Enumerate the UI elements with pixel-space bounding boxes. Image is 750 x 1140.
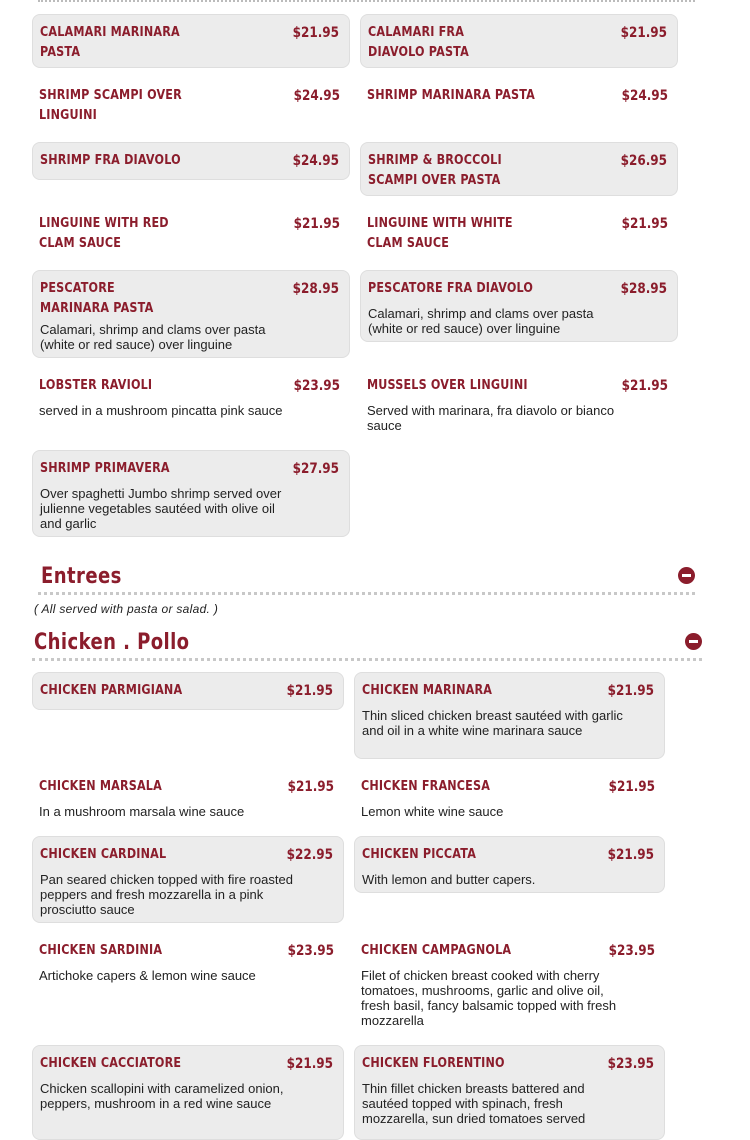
menu-item[interactable] (32, 1045, 344, 1140)
menu-item[interactable] (32, 78, 350, 132)
menu-item-price: $22.95 (286, 847, 333, 863)
menu-item[interactable] (32, 672, 344, 710)
section-divider (38, 592, 695, 595)
menu-item[interactable] (32, 142, 350, 180)
minus-circle-icon[interactable] (678, 567, 695, 584)
menu-item-price: $21.95 (607, 847, 654, 863)
menu-item-description: Thin fillet chicken breasts battered and sautéed topped with spinach, fresh mozzarella, sun dried tomatoes served (362, 1081, 586, 1126)
menu-item-name: LINGUINE WITH WHITE CLAM SAUCE (367, 216, 513, 251)
menu-item-price: $24.95 (292, 153, 339, 169)
menu-item-name: CALAMARI FRA DIAVOLO PASTA (368, 25, 469, 60)
menu-item-description: Chicken scallopini with caramelized onion, peppers, mushroom in a red wine sauce (40, 1081, 284, 1111)
menu-item[interactable] (354, 1045, 665, 1140)
menu-item-description: Lemon white wine sauce (361, 804, 504, 819)
menu-item-name: CHICKEN FLORENTINO (362, 1056, 505, 1071)
menu-item-description: With lemon and butter capers. (362, 872, 536, 887)
menu-item-price: $24.95 (293, 88, 340, 104)
menu-item-price: $27.95 (292, 461, 339, 477)
menu-item-name: CHICKEN CACCIATORE (40, 1056, 182, 1071)
menu-item[interactable] (32, 450, 350, 537)
menu-item[interactable] (32, 769, 344, 826)
menu-item-name: LINGUINE WITH RED CLAM SAUCE (39, 216, 169, 251)
menu-item-description: Pan seared chicken topped with fire roasted peppers and fresh mozzarella in a pink prosciutto sauce (40, 872, 293, 917)
menu-item-price: $23.95 (287, 943, 334, 959)
menu-item-description: served in a mushroom pincatta pink sauce (39, 403, 283, 418)
menu-item-name: CHICKEN FRANCESA (361, 779, 491, 794)
menu-item-price: $23.95 (293, 378, 340, 394)
menu-item[interactable] (360, 14, 678, 68)
menu-item-price: $23.95 (607, 1056, 654, 1072)
menu-item-name: CALAMARI MARINARA PASTA (40, 25, 180, 60)
menu-item-name: SHRIMP SCAMPI OVER LINGUINI (39, 88, 182, 123)
menu-item-name: SHRIMP FRA DIAVOLO (40, 153, 181, 168)
menu-item-name: PESCATORE FRA DIAVOLO (368, 281, 534, 296)
menu-item[interactable] (32, 836, 344, 923)
menu-item-price: $21.95 (608, 779, 655, 795)
menu-item-description: Thin sliced chicken breast sautéed with garlic and oil in a white wine marinara sauce (362, 708, 623, 738)
menu-item[interactable] (32, 933, 344, 993)
menu-item-description: Artichoke capers & lemon wine sauce (39, 968, 256, 983)
menu-item-description: Over spaghetti Jumbo shrimp served over julienne vegetables sautéed with olive oil and garlic (40, 486, 282, 531)
menu-item-price: $24.95 (621, 88, 668, 104)
menu-item-name: CHICKEN SARDINIA (39, 943, 163, 958)
menu-item-price: $28.95 (292, 281, 339, 297)
menu-item-description: In a mushroom marsala wine sauce (39, 804, 245, 819)
menu-item[interactable] (354, 836, 665, 893)
menu-item-description: Filet of chicken breast cooked with cherry tomatoes, mushrooms, garlic and olive oil, fresh basil, fancy balsamic topped with fresh mozzarella (361, 968, 617, 1028)
menu-item-description: Calamari, shrimp and clams over pasta (white or red sauce) over linguine (40, 322, 266, 352)
menu-item[interactable] (354, 672, 665, 759)
menu-item[interactable] (360, 270, 678, 342)
menu-item[interactable] (360, 206, 678, 260)
menu-item-name: CHICKEN MARSALA (39, 779, 162, 794)
menu-item-price: $26.95 (620, 153, 667, 169)
menu-item-description: Served with marinara, fra diavolo or bianco sauce (367, 403, 615, 433)
menu-item-price: $21.95 (620, 25, 667, 41)
menu-item[interactable] (32, 14, 350, 68)
menu-item-price: $21.95 (607, 683, 654, 699)
menu-item-price: $21.95 (621, 378, 668, 394)
menu-item-name: MUSSELS OVER LINGUINI (367, 378, 528, 393)
section-title-entrees: Entrees (41, 564, 122, 589)
menu-item-name: CHICKEN CAMPAGNOLA (361, 943, 512, 958)
menu-item-price: $21.95 (293, 216, 340, 232)
menu-item[interactable] (354, 769, 665, 826)
menu-item-name: CHICKEN MARINARA (362, 683, 493, 698)
menu-item-price: $21.95 (287, 779, 334, 795)
menu-item-name: SHRIMP MARINARA PASTA (367, 88, 535, 103)
section-note: ( All served with pasta or salad. ) (34, 602, 219, 616)
menu-item[interactable] (32, 206, 350, 260)
menu-item[interactable] (32, 368, 350, 438)
menu-item[interactable] (354, 933, 665, 1035)
menu-item-name: PESCATORE MARINARA PASTA (40, 281, 154, 316)
section-divider (32, 658, 702, 661)
menu-item[interactable] (360, 368, 678, 438)
menu-item-name: CHICKEN PARMIGIANA (40, 683, 183, 698)
menu-item-price: $23.95 (608, 943, 655, 959)
menu-item[interactable] (360, 78, 678, 132)
menu-item-price: $28.95 (620, 281, 667, 297)
minus-circle-icon[interactable] (685, 633, 702, 650)
menu-item-price: $21.95 (621, 216, 668, 232)
menu-item-name: SHRIMP PRIMAVERA (40, 461, 170, 476)
menu-item-name: CHICKEN CARDINAL (40, 847, 167, 862)
menu-item[interactable] (32, 270, 350, 358)
menu-item-price: $21.95 (286, 1056, 333, 1072)
menu-item-price: $21.95 (286, 683, 333, 699)
menu-item-description: Calamari, shrimp and clams over pasta (white or red sauce) over linguine (368, 306, 594, 336)
menu-item-name: LOBSTER RAVIOLI (39, 378, 153, 393)
menu-item-name: SHRIMP & BROCCOLI SCAMPI OVER PASTA (368, 153, 502, 188)
section-title-chicken: Chicken . Pollo (34, 630, 190, 655)
menu-item[interactable] (360, 142, 678, 196)
menu-item-price: $21.95 (292, 25, 339, 41)
menu-item-name: CHICKEN PICCATA (362, 847, 477, 862)
top-divider (38, 0, 695, 2)
